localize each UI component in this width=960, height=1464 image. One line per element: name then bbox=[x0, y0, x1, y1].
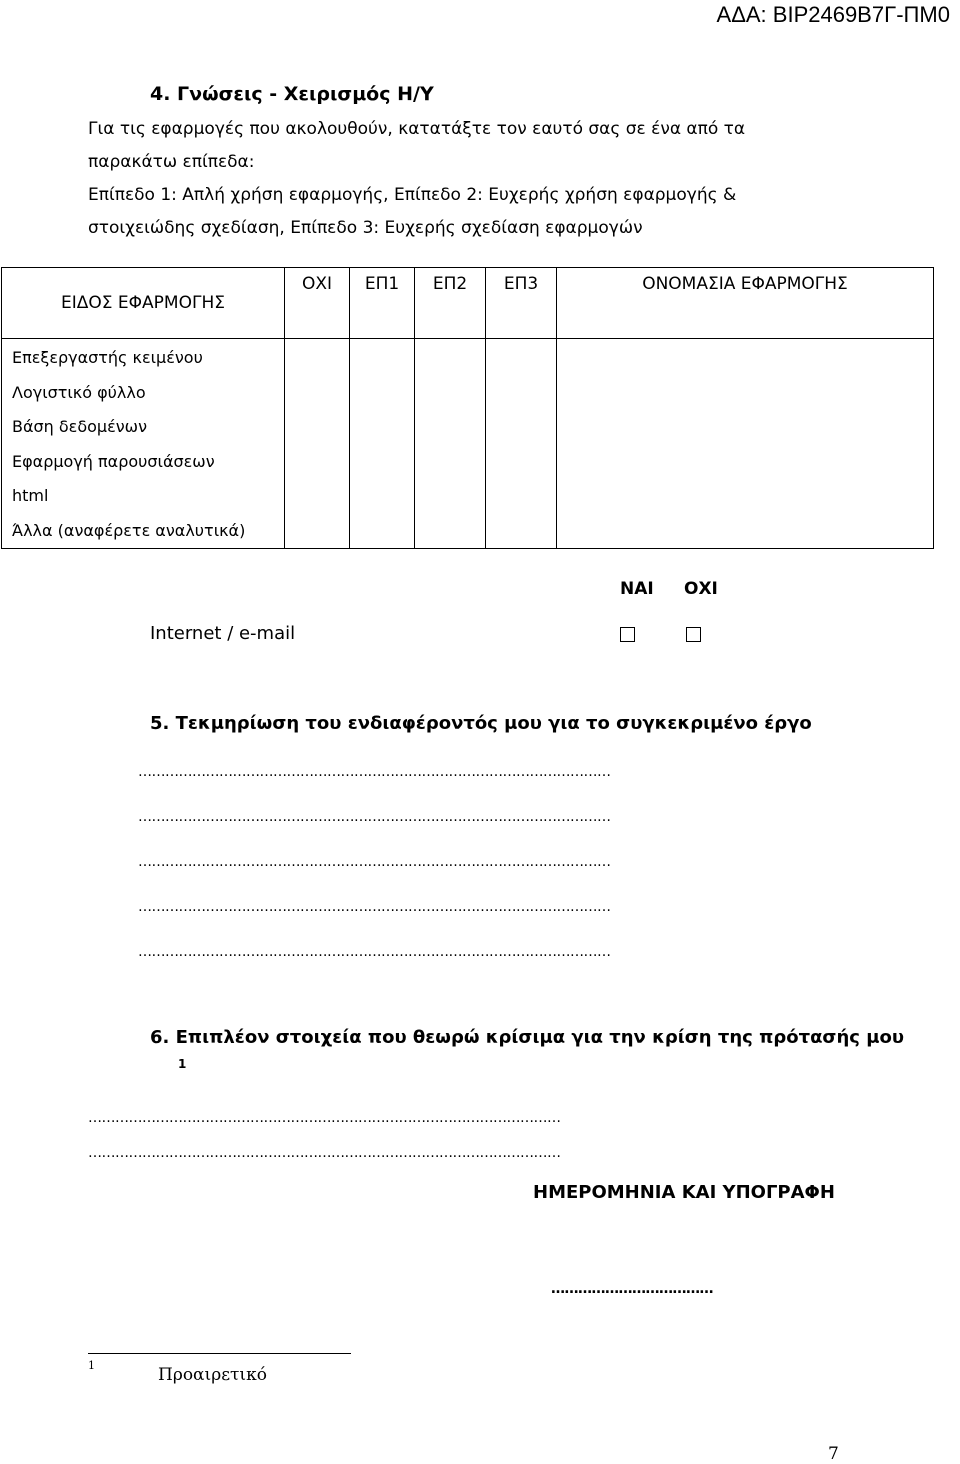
internet-no-label: ΟΧΙ bbox=[684, 579, 718, 599]
section-5-title: 5. Τεκμηρίωση του ενδιαφέροντός μου για το συγκεκριμένο έργο bbox=[150, 713, 812, 734]
page-number: 7 bbox=[828, 1444, 839, 1464]
applications-table bbox=[1, 267, 934, 549]
date-and-signature-label: ΗΜΕΡΟΜΗΝΙΑ ΚΑΙ ΥΠΟΓΡΑΦΗ bbox=[533, 1182, 835, 1203]
intro-line: στοιχειώδης σχεδίαση, Επίπεδο 3: Ευχερής σχεδίαση εφαρμογών bbox=[88, 218, 643, 238]
level-3-column-cell[interactable] bbox=[486, 339, 557, 549]
application-type-row: Εφαρμογή παρουσιάσεων bbox=[12, 451, 215, 471]
footnote-text: Προαιρετικό bbox=[158, 1365, 267, 1385]
ada-header: ΑΔΑ: ΒΙΡ2469Β7Γ-ΠΜ0 bbox=[716, 2, 950, 27]
dotted-answer-line[interactable]: …………………………………………………………………………………………… bbox=[138, 854, 611, 870]
section-6-title: 6. Επιπλέον στοιχεία που θεωρώ κρίσιμα για την κρίση της πρότασής μου bbox=[150, 1027, 904, 1048]
application-types-cell bbox=[2, 339, 285, 549]
application-type-row: Άλλα (αναφέρετε αναλυτικά) bbox=[12, 520, 246, 540]
dotted-answer-line[interactable]: …………………………………………………………………………………………… bbox=[88, 1110, 561, 1126]
internet-email-label: Internet / e-mail bbox=[150, 623, 296, 644]
dotted-answer-line[interactable]: …………………………………………………………………………………………… bbox=[138, 944, 611, 960]
application-name-cell[interactable] bbox=[557, 339, 934, 549]
signature-dotted-line[interactable]: ……………………………… bbox=[551, 1281, 713, 1297]
header-level-3: ΕΠ3 bbox=[486, 268, 557, 339]
footnote-number: 1 bbox=[88, 1359, 95, 1372]
dotted-answer-line[interactable]: …………………………………………………………………………………………… bbox=[138, 809, 611, 825]
section-4-title: 4. Γνώσεις - Χειρισμός Η/Υ bbox=[150, 83, 434, 105]
internet-no-checkbox[interactable] bbox=[686, 627, 701, 642]
application-type-row: Λογιστικό φύλλο bbox=[12, 382, 146, 402]
intro-line: Για τις εφαρμογές που ακολουθούν, κατατάξτε τον εαυτό σας σε ένα από τα bbox=[88, 119, 746, 139]
no-column-cell[interactable] bbox=[285, 339, 350, 549]
application-type-row: Βάση δεδομένων bbox=[12, 417, 148, 436]
intro-line: παρακάτω επίπεδα: bbox=[88, 152, 255, 172]
header-application-name: ΟΝΟΜΑΣΙΑ ΕΦΑΡΜΟΓΗΣ bbox=[557, 268, 934, 339]
application-type-row: html bbox=[12, 486, 49, 505]
level-2-column-cell[interactable] bbox=[415, 339, 486, 549]
header-level-1: ΕΠ1 bbox=[350, 268, 415, 339]
application-type-row: Επεξεργαστής κειμένου bbox=[12, 348, 203, 367]
level-1-column-cell[interactable] bbox=[350, 339, 415, 549]
internet-yes-label: ΝΑΙ bbox=[620, 579, 654, 599]
intro-line: Επίπεδο 1: Απλή χρήση εφαρμογής, Επίπεδο 2: Ευχερής χρήση εφαρμογής & bbox=[88, 185, 737, 205]
footnote-reference: 1 bbox=[178, 1057, 187, 1071]
dotted-answer-line[interactable]: …………………………………………………………………………………………… bbox=[138, 899, 611, 915]
header-application-type: ΕΙΔΟΣ ΕΦΑΡΜΟΓΗΣ bbox=[2, 268, 285, 339]
internet-yes-checkbox[interactable] bbox=[620, 627, 635, 642]
header-level-2: ΕΠ2 bbox=[415, 268, 486, 339]
dotted-answer-line[interactable]: …………………………………………………………………………………………… bbox=[88, 1145, 561, 1161]
dotted-answer-line[interactable]: …………………………………………………………………………………………… bbox=[138, 764, 611, 780]
footnote-separator bbox=[88, 1353, 351, 1354]
header-no: ΟΧΙ bbox=[285, 268, 350, 339]
